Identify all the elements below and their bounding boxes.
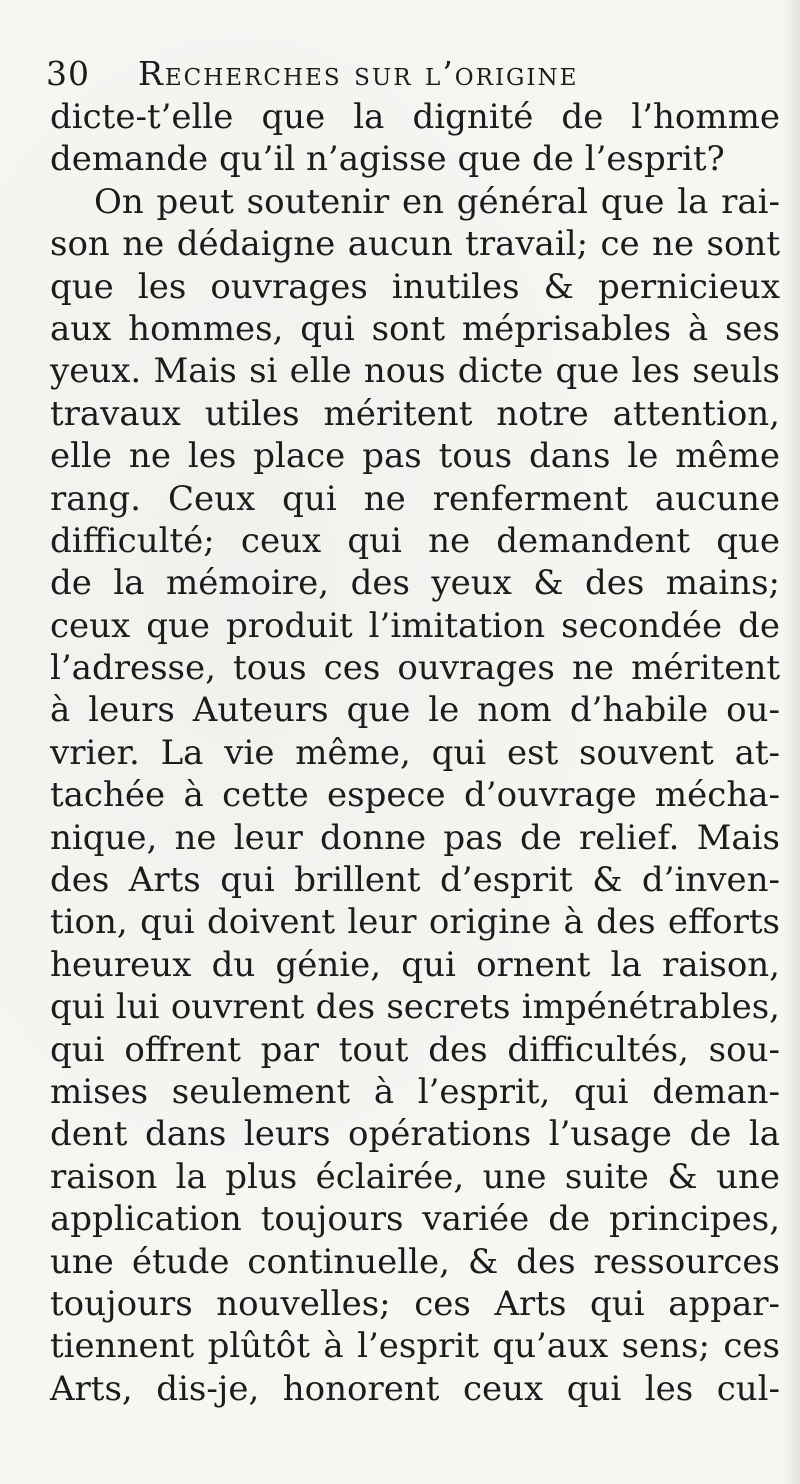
text-line: elle ne les place pas tous dans le même	[50, 436, 780, 477]
page-number: 30	[46, 54, 90, 93]
text-line: de la mémoire, des yeux & des mains;	[50, 563, 780, 604]
page-gutter-shadow	[782, 0, 800, 1484]
text-line: demande qu’il n’agisse que de l’esprit?	[50, 139, 725, 180]
text-line: dicte-t’elle que la dignité de l’homme	[50, 97, 780, 137]
text-line: à leurs Auteurs que le nom d’habile ou-	[50, 690, 780, 731]
text-line: tion, qui doivent leur origine à des efforts	[50, 902, 780, 943]
text-line: mises seulement à l’esprit, qui deman-	[50, 1071, 780, 1112]
text-line: raison la plus éclairée, une suite & une	[50, 1156, 780, 1197]
text-line: des Arts qui brillent d’esprit & d’inven-	[50, 860, 780, 901]
text-line: aux hommes, qui sont méprisables à ses	[50, 308, 780, 349]
text-line: ceux que produit l’imitation secondée de	[50, 605, 780, 646]
text-line: que les ouvrages inutiles & pernicieux	[50, 266, 780, 307]
body-text	[50, 96, 780, 1410]
text-line: Arts, dis-je, honorent ceux qui les cul-	[50, 1368, 780, 1409]
text-line: application toujours variée de principes,	[50, 1199, 780, 1240]
text-line: vrier. La vie même, qui est souvent at-	[50, 732, 780, 773]
text-line: tachée à cette espece d’ouvrage mécha-	[50, 775, 780, 816]
running-head: Recherches sur l’origine	[138, 54, 579, 93]
text-line: difficulté; ceux qui ne demandent que	[50, 520, 780, 561]
text-line: l’adresse, tous ces ouvrages ne méritent	[50, 648, 780, 689]
text-line: qui lui ouvrent des secrets impénétrables,	[50, 987, 780, 1028]
text-line: tiennent plûtôt à l’esprit qu’aux sens; ces	[50, 1326, 780, 1367]
text-line: On peut soutenir en général que la rai-	[94, 181, 780, 222]
text-line: une étude continuelle, & des ressources	[50, 1241, 780, 1282]
text-line: son ne dédaigne aucun travail; ce ne sont	[50, 224, 780, 265]
text-line: toujours nouvelles; ces Arts qui appar-	[50, 1283, 780, 1324]
text-line: dent dans leurs opérations l’usage de la	[50, 1114, 780, 1155]
text-line: qui offrent par tout des difficultés, sou-	[50, 1029, 780, 1070]
text-line: travaux utiles méritent notre attention,	[50, 393, 780, 434]
text-line: rang. Ceux qui ne renferment aucune	[50, 478, 780, 519]
page-header	[46, 44, 766, 104]
text-line: nique, ne leur donne pas de relief. Mais	[50, 817, 780, 858]
text-line: heureux du génie, qui ornent la raison,	[50, 944, 780, 985]
text-line: yeux. Mais si elle nous dicte que les seuls	[50, 351, 780, 392]
